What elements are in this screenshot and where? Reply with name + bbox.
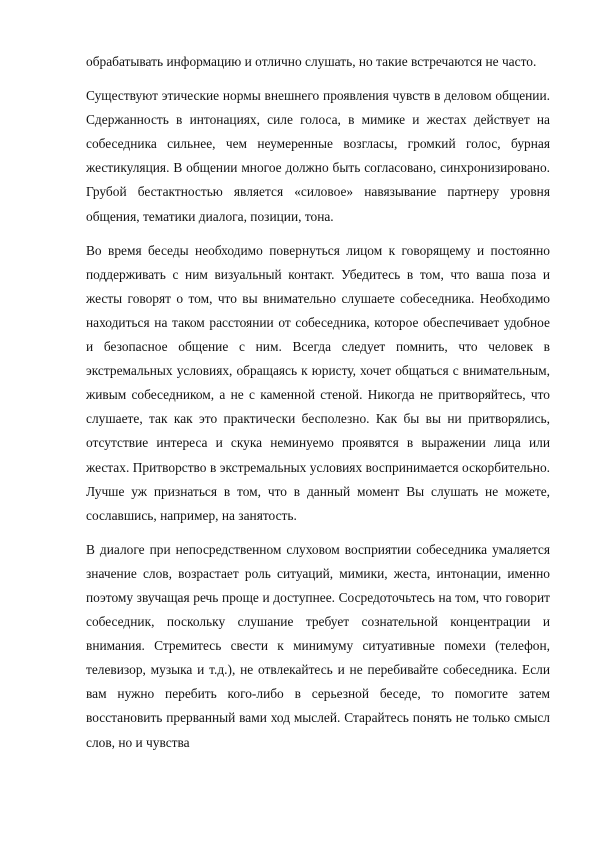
paragraph-continuation: обрабатывать информацию и отлично слушать, но такие встречаются не часто. bbox=[86, 54, 537, 69]
document-page bbox=[86, 50, 550, 765]
paragraph-dialogue-perception: В диалоге при непосредственном слуховом восприятии собеседника умаляется значение слов, возрастает роль ситуаций, мимики, жеста, интонации, именно поэтому звучащая речь проще и доступнее. Сосредоточьтесь на том, что говорит собеседник, поскольку слушание требует сознательной концентрации и внимания. Стремитесь свести к минимуму ситуативные помехи (телефон, телевизор, музыка и т.д.), не отвлекайтесь и не перебивайте собеседника. Если вам нужно перебить кого-либо в серьезной беседе, то помогите затем восстановить прерванный вами ход мыслей. Старайтесь понять не только смысл слов, но и чувства bbox=[86, 541, 550, 750]
paragraph-visual-contact: Во время беседы необходимо повернуться лицом к говорящему и постоянно поддерживать с ним визуальный контакт. Убедитесь в том, что ваша поза и жесты говорят о том, что вы внимательно слушаете собеседника. Необходимо находиться на таком расстоянии от собеседника, которое обеспечивает удобное и безопасное общение с ним. Всегда следует помнить, что человек в экстремальных условиях, обращаясь к юристу, хочет общаться с внимательным, живым собеседником, а не с каменной стеной. Никогда не притворяйтесь, что слушаете, так как это практически бесполезно. Как бы вы ни притворялись, отсутствие интереса и скука неминуемо проявятся в выражении лица или жестах. Притворство в экстремальных условиях воспринимается оскорбительно. Лучше уж признаться в том, что в данный момент Вы слушать не можете, сославшись, например, на занятость. bbox=[86, 242, 550, 523]
paragraph-ethical-norms: Существуют этические нормы внешнего проявления чувств в деловом общении. Сдержанность в интонациях, силе голоса, в мимике и жестах действует на собеседника сильнее, чем неумеренные возгласы, громкий голос, бурная жестикуляция. В общении многое должно быть согласовано, синхронизировано. Грубой бестактностью является «силовое» навязывание партнеру уровня общения, тематики диалога, позиции, тона. bbox=[86, 88, 550, 224]
